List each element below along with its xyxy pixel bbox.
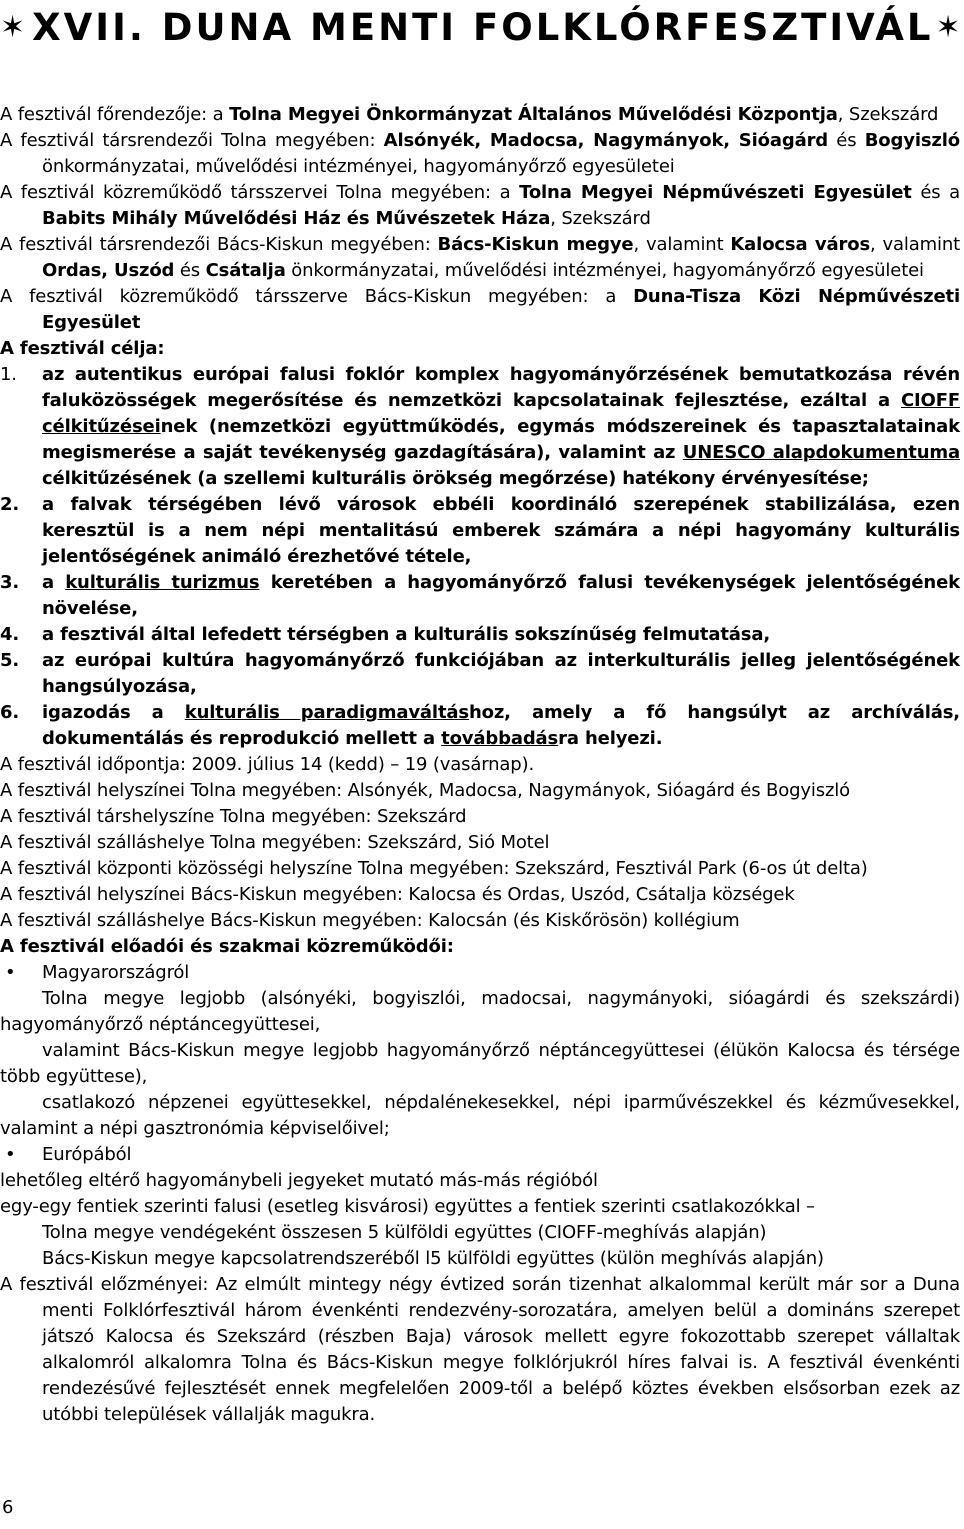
performers-heading <box>0 934 960 960</box>
hungary-label: Magyarországról <box>42 962 190 983</box>
goal-item-text: az európai kultúra hagyományőrző funkciójában az interkulturális jelleg jelentőségének hangsúlyozása, <box>42 650 960 697</box>
partners-tolna <box>0 180 960 232</box>
goal-item-text: hoz, amely a fő hangsúlyt az archíválás, dokumentálás és reprodukció mellett a <box>42 702 960 749</box>
detail-line: A fesztivál központi közösségi helyszíne Tolna megyében: Szekszárd, Fesztivál Park (6-os út delta) <box>0 858 868 879</box>
goal-item-number: 4. <box>0 624 20 645</box>
bk-and: és <box>174 260 206 281</box>
partner-1: Tolna Megyei Népművészeti Egyesület <box>519 182 912 203</box>
partners-suffix: , Szekszárd <box>550 208 651 229</box>
partners-prefix: A fesztivál közreműködő társszervei Tolna megyében: a <box>0 182 520 203</box>
detail-line: A fesztivál társhelyszíne Tolna megyében: Szekszárd <box>0 806 467 827</box>
goal-item-number: 2. <box>0 494 20 515</box>
goal-item <box>0 648 960 700</box>
bk-mid-1: , valamint <box>633 234 731 255</box>
history-paragraph: A fesztivál előzményei: Az elmúlt mintegy négy évtized során tizenhat alkalommal került már sor a Duna menti Folklórfesztivál három évenkénti rendezvény-sorozatára, amelyen belül a domináns szerepet játszó Kalocsa és Szekszárd (részben Baja) városok mellett egyre fokozottabb szerepet vállaltak alkalomról alkalomra Tolna és Bács-Kiskun megye folklórjukról híres falvai is. A fesztivál évenkénti rendezésűvé fejlesztését ennek megfelelően 2009-től a belépő köztes években elsősorban ezek az utóbbi települések vállalják magukra. <box>0 1274 960 1425</box>
main-organizer-name: Tolna Megyei Önkormányzat Általános Művelődési Központja <box>229 104 838 125</box>
goal-heading-text: A fesztivál célja: <box>0 338 165 359</box>
bullet-hungary <box>0 960 960 986</box>
bk-prefix: A fesztivál társrendezői Bács-Kiskun megyében: <box>0 234 438 255</box>
goal-item-text: nek (nemzetközi együttműködés, egymás módszereinek és tapasztalatainak megismerése a saját tevékenység gazdagítására), valamint az <box>42 416 960 463</box>
co-organizers-towns: Alsónyék, Madocsa, Nagymányok, Sióagárd <box>383 130 829 151</box>
europe-label: Európából <box>42 1144 132 1165</box>
goal-item-text: a falvak térségében lévő városok ebbéli koordináló szerepének stabilizálása, ezen keresztül is a nem népi mentalitású emberek számára a népi hagyomány kulturális jelentőségének animáló érezhetővé tétele, <box>42 494 960 567</box>
hungary-line: Tolna megye legjobb (alsónyéki, bogyiszlói, madocsai, nagymányoki, sióagárdi és szekszárdi) hagyományőrző néptáncegyüttesei, <box>0 988 960 1035</box>
goal-item <box>0 622 960 648</box>
hungary-line: valamint Bács-Kiskun megye legjobb hagyományőrző néptáncegyüttesei (élükön Kalocsa és térsége több együttese), <box>0 1040 960 1087</box>
title-text: XVII. DUNA MENTI FOLKLÓRFESZTIVÁL <box>32 6 934 49</box>
goal-item-underlined: továbbadás <box>441 728 559 749</box>
performers-heading-text: A fesztivál előadói és szakmai közreműködői: <box>0 936 454 957</box>
europe-line: lehetőleg eltérő hagyománybeli jegyeket mutató más-más régióból <box>0 1170 598 1191</box>
europe-line: egy-egy fentiek szerinti falusi (esetleg kisvárosi) együttes a fentiek szerinti csatlakozókkal – <box>0 1196 815 1217</box>
goal-item-text: célkitűzésének (a szellemi kulturális örökség megőrzése) hatékony érvényesítése; <box>42 468 869 489</box>
bk-towns: Ordas, Uszód <box>42 260 175 281</box>
goal-item <box>0 492 960 570</box>
co-organizers-tolna <box>0 128 960 180</box>
partner-bacs-kiskun <box>0 284 960 336</box>
star-left-icon: ✶ <box>0 10 29 45</box>
main-organizer <box>0 102 960 128</box>
page-title <box>0 6 964 60</box>
detail-line: A fesztivál szálláshelye Bács-Kiskun megyében: Kalocsán (és Kiskőrösön) kollégium <box>0 910 740 931</box>
goal-item <box>0 362 960 492</box>
goal-item-underlined: CIOFF célkitűzései <box>42 390 960 437</box>
main-organizer-suffix: , Szekszárd <box>837 104 939 125</box>
bk-town-last: Csátalja <box>205 260 286 281</box>
goal-item-underlined: UNESCO alapdokumentuma <box>682 442 960 463</box>
partners-and: és a <box>911 182 960 203</box>
goal-list <box>0 362 960 752</box>
partner-2: Babits Mihály Művelődési Ház és Művészetek Háza <box>42 208 551 229</box>
europe-line: Tolna megye vendégeként összesen 5 külföldi együttes (CIOFF-meghívás alapján) <box>42 1222 767 1243</box>
goal-item-text: ra helyezi. <box>558 728 663 749</box>
goal-item-number: 6. <box>0 702 20 723</box>
goal-item-underlined: kulturális turizmus <box>65 572 260 593</box>
bk-city: Kalocsa város <box>730 234 871 255</box>
goal-item-text: igazodás a <box>42 702 185 723</box>
document-body <box>0 102 960 1428</box>
bullet-icon: • <box>5 962 16 983</box>
star-right-icon: ✶ <box>935 10 964 45</box>
goal-item-text: keretében a hagyományőrző falusi tevékenységek jelentőségének növelése, <box>42 572 960 619</box>
goal-item-number: 1. <box>0 364 17 385</box>
bullet-europe <box>0 1142 960 1168</box>
goal-item-text: az autentikus európai falusi foklór komplex hagyományőrzésének bemutatkozása révén faluközösségek megerősítése és nemzetközi kapcsolatainak fejlesztése, ezáltal a <box>42 364 960 411</box>
bk-county: Bács-Kiskun megye <box>437 234 634 255</box>
bullet-icon: • <box>5 1144 16 1165</box>
goal-item-number: 5. <box>0 650 20 671</box>
co-organizers-prefix: A fesztivál társrendezői Tolna megyében: <box>0 130 384 151</box>
goal-item-number: 3. <box>0 572 20 593</box>
europe-line: Bács-Kiskun megye kapcsolatrendszeréből l5 külföldi együttes (külön meghívás alapján) <box>42 1248 824 1269</box>
page-number: 6 <box>2 1497 14 1518</box>
bk-partner-name: Duna-Tisza Közi Népművészeti Egyesület <box>42 286 960 333</box>
detail-line: A fesztivál szálláshelye Tolna megyében: Szekszárd, Sió Motel <box>0 832 550 853</box>
detail-line: A fesztivál időpontja: 2009. július 14 (kedd) – 19 (vasárnap). <box>0 754 535 775</box>
bk-mid-2: , valamint <box>870 234 960 255</box>
co-organizers-bacs-kiskun <box>0 232 960 284</box>
co-organizers-suffix: önkormányzatai, művelődési intézményei, hagyományőrző egyesületei <box>42 156 675 177</box>
bk-suffix: önkormányzatai, művelődési intézményei, hagyományőrző egyesületei <box>285 260 924 281</box>
co-organizers-and: és <box>828 130 865 151</box>
main-organizer-prefix: A fesztivál főrendezője: a <box>0 104 230 125</box>
co-organizers-town-last: Bogyiszló <box>864 130 960 151</box>
festival-details <box>0 752 960 934</box>
hungary-line: csatlakozó népzenei együttesekkel, népdalénekesekkel, népi iparművészekkel és kézművesekkel, valamint a népi gasztronómia képviselőivel; <box>0 1092 960 1139</box>
goal-item <box>0 700 960 752</box>
goal-item-text: a <box>42 572 66 593</box>
detail-line: A fesztivál helyszínei Tolna megyében: Alsónyék, Madocsa, Nagymányok, Sióagárd és Bogyiszló <box>0 780 850 801</box>
detail-line: A fesztivál helyszínei Bács-Kiskun megyében: Kalocsa és Ordas, Uszód, Csátalja községek <box>0 884 795 905</box>
goal-heading <box>0 336 960 362</box>
goal-item <box>0 570 960 622</box>
bk-partner-prefix: A fesztivál közreműködő társszerve Bács-Kiskun megyében: a <box>0 286 634 307</box>
goal-item-text: a fesztivál által lefedett térségben a kulturális sokszínűség felmutatása, <box>42 624 771 645</box>
goal-item-underlined: kulturális paradigmaváltás <box>184 702 469 723</box>
